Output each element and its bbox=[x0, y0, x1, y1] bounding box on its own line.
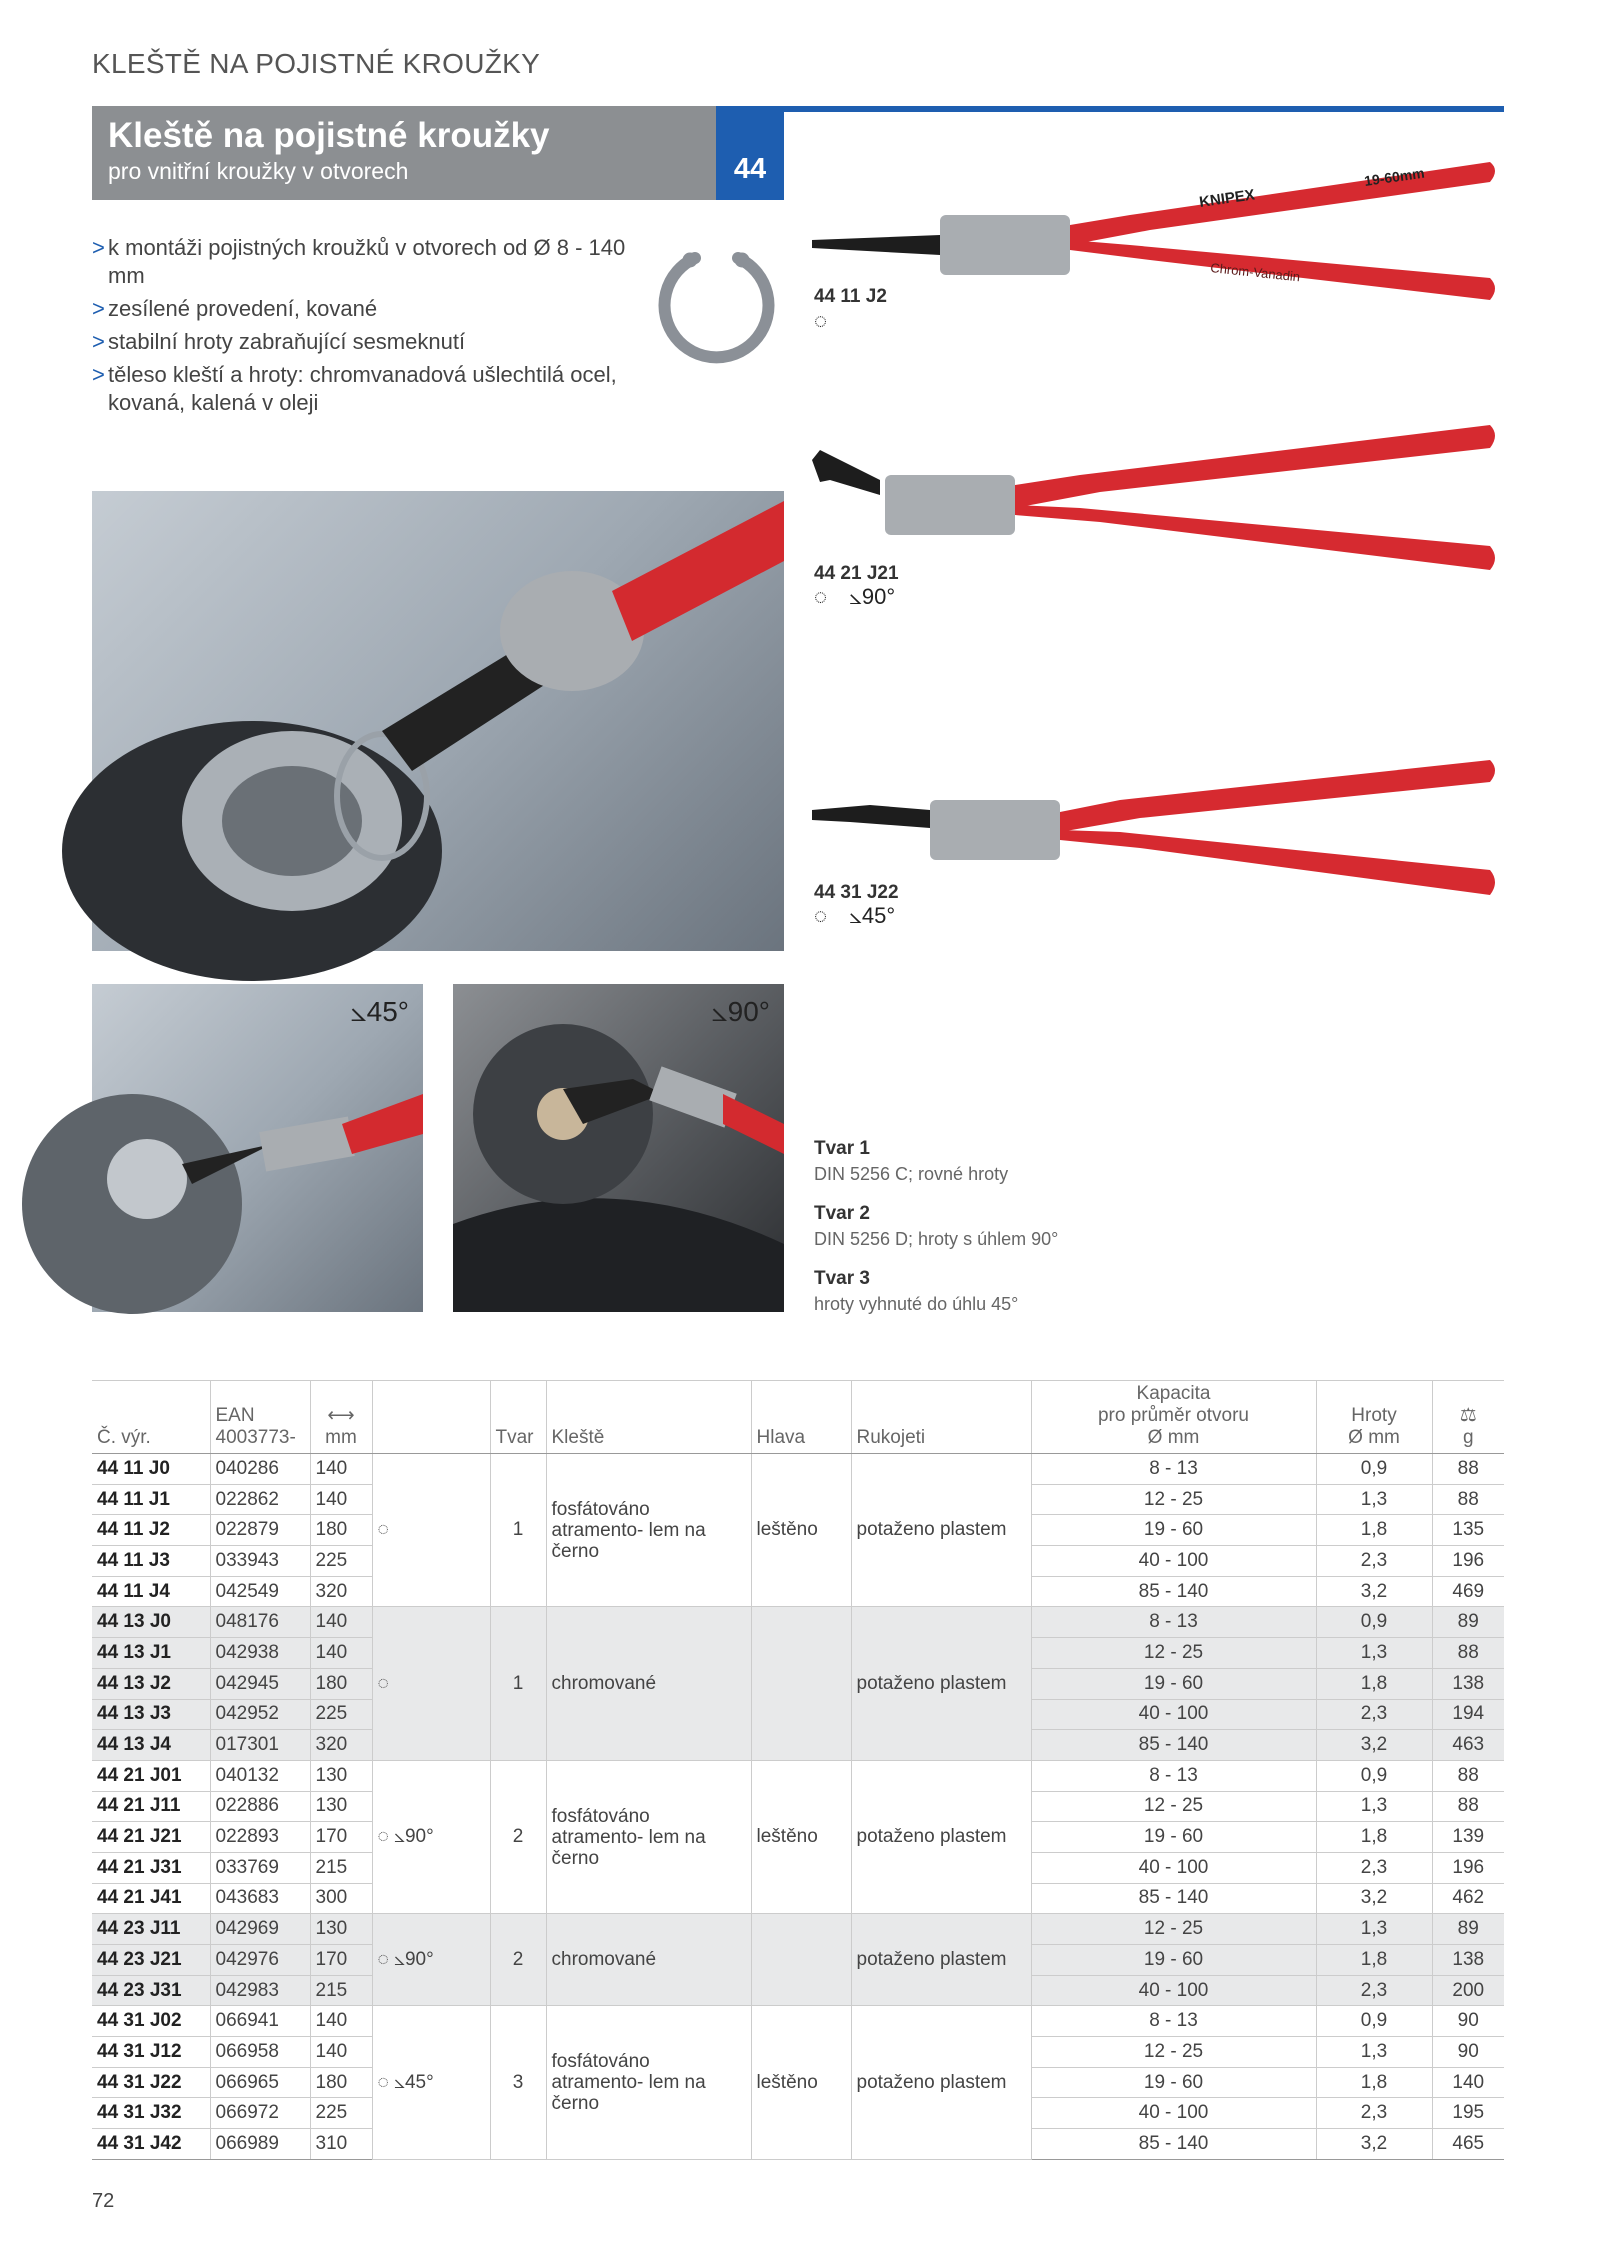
cell-weight: 469 bbox=[1432, 1576, 1504, 1607]
cell-head: leštěno bbox=[751, 1454, 851, 1607]
cell-capacity: 12 - 25 bbox=[1031, 2037, 1316, 2068]
cell-weight: 465 bbox=[1432, 2129, 1504, 2160]
cell-ean: 042976 bbox=[210, 1945, 310, 1976]
cell-weight: 88 bbox=[1432, 1454, 1504, 1485]
cell-ean: 017301 bbox=[210, 1730, 310, 1761]
cell-length: 225 bbox=[310, 1699, 372, 1730]
cell-weight: 200 bbox=[1432, 1975, 1504, 2006]
cell-tips: 2,3 bbox=[1316, 1546, 1432, 1577]
cell-capacity: 12 - 25 bbox=[1031, 1638, 1316, 1669]
cell-symbol: ◌ ⦣90° bbox=[372, 1914, 490, 2006]
cell-capacity: 40 - 100 bbox=[1031, 1546, 1316, 1577]
plier-caption: 44 21 J21 bbox=[814, 563, 899, 584]
cell-pliers-finish: fosfátováno atramento- lem na černo bbox=[546, 1454, 751, 1607]
cell-art-no: 44 11 J3 bbox=[92, 1546, 210, 1577]
cell-tips: 1,8 bbox=[1316, 2067, 1432, 2098]
cell-ean: 022862 bbox=[210, 1484, 310, 1515]
cell-art-no: 44 21 J41 bbox=[92, 1883, 210, 1914]
col-pliers: Kleště bbox=[546, 1381, 751, 1454]
cell-ean: 033769 bbox=[210, 1852, 310, 1883]
cell-capacity: 12 - 25 bbox=[1031, 1791, 1316, 1822]
feature-item: > těleso kleští a hroty: chromvanadová ušlechtilá ocel, kovaná, kalená v oleji bbox=[92, 361, 652, 417]
cell-length: 140 bbox=[310, 1638, 372, 1669]
feature-item: > stabilní hroty zabraňující sesmeknutí bbox=[92, 328, 652, 356]
scale-icon: ⚖ bbox=[1459, 1405, 1477, 1426]
cell-capacity: 85 - 140 bbox=[1031, 1576, 1316, 1607]
section-number: 44 bbox=[716, 106, 784, 200]
cell-art-no: 44 13 J3 bbox=[92, 1699, 210, 1730]
cell-length: 140 bbox=[310, 1454, 372, 1485]
cell-symbol: ◌ ⦣90° bbox=[372, 1760, 490, 1913]
cell-tips: 1,3 bbox=[1316, 1791, 1432, 1822]
cell-art-no: 44 11 J4 bbox=[92, 1576, 210, 1607]
cell-capacity: 40 - 100 bbox=[1031, 1975, 1316, 2006]
cell-pliers-finish: chromované bbox=[546, 1607, 751, 1760]
cell-ean: 042938 bbox=[210, 1638, 310, 1669]
photo-90-degree bbox=[453, 984, 784, 1312]
feature-item: > k montáži pojistných kroužků v otvorech od Ø 8 - 140 mm bbox=[92, 234, 652, 290]
cell-head: leštěno bbox=[751, 1760, 851, 1913]
cell-ean: 042983 bbox=[210, 1975, 310, 2006]
cell-length: 180 bbox=[310, 2067, 372, 2098]
cell-tips: 3,2 bbox=[1316, 1883, 1432, 1914]
cell-length: 140 bbox=[310, 1484, 372, 1515]
cell-art-no: 44 11 J2 bbox=[92, 1515, 210, 1546]
cell-art-no: 44 31 J32 bbox=[92, 2098, 210, 2129]
spec-table bbox=[92, 1380, 1504, 2160]
page-header: KLEŠTĚ NA POJISTNÉ KROUŽKY bbox=[92, 48, 541, 79]
cell-length: 310 bbox=[310, 2129, 372, 2160]
cell-form: 1 bbox=[490, 1607, 546, 1760]
cell-handles: potaženo plastem bbox=[851, 1607, 1031, 1760]
cell-ean: 066958 bbox=[210, 2037, 310, 2068]
col-ean: EAN 4003773- bbox=[210, 1381, 310, 1454]
cell-tips: 1,8 bbox=[1316, 1515, 1432, 1546]
cell-art-no: 44 21 J01 bbox=[92, 1760, 210, 1791]
cell-ean: 022879 bbox=[210, 1515, 310, 1546]
form-desc: DIN 5256 D; hroty s úhlem 90° bbox=[814, 1229, 1059, 1249]
cell-capacity: 85 - 140 bbox=[1031, 1730, 1316, 1761]
cell-form: 1 bbox=[490, 1454, 546, 1607]
cell-ean: 066965 bbox=[210, 2067, 310, 2098]
cell-art-no: 44 11 J0 bbox=[92, 1454, 210, 1485]
col-handles: Rukojeti bbox=[851, 1381, 1031, 1454]
ring-icon: ◌ bbox=[814, 903, 828, 928]
cell-symbol: ◌ bbox=[372, 1607, 490, 1760]
cell-art-no: 44 23 J11 bbox=[92, 1914, 210, 1945]
form-title: Tvar 3 bbox=[814, 1268, 870, 1289]
form-desc: DIN 5256 C; rovné hroty bbox=[814, 1164, 1009, 1184]
cell-tips: 0,9 bbox=[1316, 1454, 1432, 1485]
cell-art-no: 44 13 J4 bbox=[92, 1730, 210, 1761]
cell-tips: 0,9 bbox=[1316, 2006, 1432, 2037]
cell-length: 320 bbox=[310, 1576, 372, 1607]
cell-art-no: 44 31 J02 bbox=[92, 2006, 210, 2037]
cell-art-no: 44 21 J21 bbox=[92, 1822, 210, 1853]
cell-weight: 135 bbox=[1432, 1515, 1504, 1546]
plier-44-21-j21-image bbox=[810, 420, 1500, 580]
ring-symbol-icon bbox=[814, 903, 895, 929]
cell-tips: 3,2 bbox=[1316, 1576, 1432, 1607]
page-title: Kleště na pojistné kroužky bbox=[108, 116, 550, 155]
cell-capacity: 19 - 60 bbox=[1031, 1668, 1316, 1699]
col-art: Č. výr. bbox=[92, 1381, 210, 1454]
cell-ean: 042952 bbox=[210, 1699, 310, 1730]
cell-ean: 042945 bbox=[210, 1668, 310, 1699]
cell-weight: 90 bbox=[1432, 2037, 1504, 2068]
cell-tips: 1,3 bbox=[1316, 1484, 1432, 1515]
cell-art-no: 44 13 J2 bbox=[92, 1668, 210, 1699]
cell-form: 3 bbox=[490, 2006, 546, 2159]
cell-weight: 462 bbox=[1432, 1883, 1504, 1914]
cell-handles: potaženo plastem bbox=[851, 1760, 1031, 1913]
cell-art-no: 44 31 J42 bbox=[92, 2129, 210, 2160]
table-row bbox=[92, 1914, 1504, 1945]
cell-capacity: 85 - 140 bbox=[1031, 1883, 1316, 1914]
cell-length: 320 bbox=[310, 1730, 372, 1761]
cell-capacity: 8 - 13 bbox=[1031, 1454, 1316, 1485]
cell-art-no: 44 31 J22 bbox=[92, 2067, 210, 2098]
cell-capacity: 19 - 60 bbox=[1031, 1945, 1316, 1976]
cell-pliers-finish: fosfátováno atramento- lem na černo bbox=[546, 1760, 751, 1913]
length-arrow-icon: ⟷ bbox=[327, 1405, 355, 1426]
col-symbol bbox=[372, 1381, 490, 1454]
cell-pliers-finish: chromované bbox=[546, 1914, 751, 2006]
table-row bbox=[92, 2006, 1504, 2037]
col-weight: ⚖ g bbox=[1432, 1381, 1504, 1454]
angle-45-icon: ⦣45° bbox=[849, 903, 896, 928]
cell-ean: 066941 bbox=[210, 2006, 310, 2037]
cell-length: 170 bbox=[310, 1822, 372, 1853]
cell-art-no: 44 13 J1 bbox=[92, 1638, 210, 1669]
cell-weight: 139 bbox=[1432, 1822, 1504, 1853]
cell-weight: 195 bbox=[1432, 2098, 1504, 2129]
cell-tips: 1,8 bbox=[1316, 1822, 1432, 1853]
cell-length: 215 bbox=[310, 1975, 372, 2006]
col-form: Tvar bbox=[490, 1381, 546, 1454]
cell-weight: 89 bbox=[1432, 1914, 1504, 1945]
cell-form: 2 bbox=[490, 1914, 546, 2006]
cell-capacity: 40 - 100 bbox=[1031, 1852, 1316, 1883]
cell-length: 225 bbox=[310, 1546, 372, 1577]
cell-capacity: 40 - 100 bbox=[1031, 2098, 1316, 2129]
form-title: Tvar 2 bbox=[814, 1203, 870, 1224]
cell-length: 300 bbox=[310, 1883, 372, 1914]
cell-form: 2 bbox=[490, 1760, 546, 1913]
feature-list bbox=[92, 234, 652, 422]
cell-handles: potaženo plastem bbox=[851, 2006, 1031, 2159]
cell-art-no: 44 23 J21 bbox=[92, 1945, 210, 1976]
cell-tips: 1,8 bbox=[1316, 1668, 1432, 1699]
cell-capacity: 19 - 60 bbox=[1031, 1515, 1316, 1546]
form-desc: hroty vyhnuté do úhlu 45° bbox=[814, 1294, 1019, 1314]
angle-90-label: ⦣90° bbox=[711, 996, 770, 1027]
plier-caption: 44 31 J22 bbox=[814, 882, 899, 903]
cell-handles: potaženo plastem bbox=[851, 1454, 1031, 1607]
plier-44-31-j22-image bbox=[810, 740, 1500, 900]
cell-weight: 88 bbox=[1432, 1760, 1504, 1791]
angle-45-label: ⦣45° bbox=[350, 996, 409, 1027]
cell-tips: 0,9 bbox=[1316, 1760, 1432, 1791]
cell-ean: 043683 bbox=[210, 1883, 310, 1914]
form-legend bbox=[814, 1138, 1214, 1333]
cell-length: 130 bbox=[310, 1791, 372, 1822]
cell-tips: 2,3 bbox=[1316, 1975, 1432, 2006]
cell-weight: 88 bbox=[1432, 1791, 1504, 1822]
cell-length: 130 bbox=[310, 1914, 372, 1945]
cell-length: 140 bbox=[310, 1607, 372, 1638]
cell-ean: 033943 bbox=[210, 1546, 310, 1577]
cell-symbol: ◌ ⦣45° bbox=[372, 2006, 490, 2159]
cell-capacity: 8 - 13 bbox=[1031, 1760, 1316, 1791]
cell-ean: 022886 bbox=[210, 1791, 310, 1822]
cell-head bbox=[751, 1914, 851, 2006]
plier-caption: 44 11 J2 bbox=[814, 286, 887, 307]
title-block bbox=[92, 106, 716, 200]
cell-tips: 1,8 bbox=[1316, 1945, 1432, 1976]
plier-range-print: 19-60mm bbox=[1363, 164, 1426, 189]
cell-ean: 040132 bbox=[210, 1760, 310, 1791]
cell-capacity: 12 - 25 bbox=[1031, 1914, 1316, 1945]
cell-tips: 2,3 bbox=[1316, 1852, 1432, 1883]
cell-symbol: ◌ bbox=[372, 1454, 490, 1607]
cell-ean: 048176 bbox=[210, 1607, 310, 1638]
header-rule bbox=[784, 106, 1504, 112]
page-number: 72 bbox=[92, 2190, 115, 2212]
cell-weight: 463 bbox=[1432, 1730, 1504, 1761]
table-row bbox=[92, 1454, 1504, 1485]
cell-pliers-finish: fosfátováno atramento- lem na černo bbox=[546, 2006, 751, 2159]
cell-capacity: 40 - 100 bbox=[1031, 1699, 1316, 1730]
circlip-ring-icon bbox=[650, 240, 780, 370]
cell-length: 170 bbox=[310, 1945, 372, 1976]
cell-capacity: 19 - 60 bbox=[1031, 1822, 1316, 1853]
feature-item: > zesílené provedení, kované bbox=[92, 295, 652, 323]
cell-capacity: 8 - 13 bbox=[1031, 2006, 1316, 2037]
cell-length: 140 bbox=[310, 2006, 372, 2037]
cell-tips: 0,9 bbox=[1316, 1607, 1432, 1638]
cell-tips: 1,3 bbox=[1316, 1638, 1432, 1669]
cell-capacity: 19 - 60 bbox=[1031, 2067, 1316, 2098]
plier-brand-print: KNIPEX bbox=[1198, 186, 1256, 211]
cell-weight: 88 bbox=[1432, 1638, 1504, 1669]
cell-weight: 88 bbox=[1432, 1484, 1504, 1515]
table-row bbox=[92, 1760, 1504, 1791]
cell-art-no: 44 31 J12 bbox=[92, 2037, 210, 2068]
table-header-row bbox=[92, 1381, 1504, 1454]
cell-tips: 3,2 bbox=[1316, 2129, 1432, 2160]
cell-art-no: 44 23 J31 bbox=[92, 1975, 210, 2006]
form-title: Tvar 1 bbox=[814, 1138, 870, 1159]
cell-capacity: 12 - 25 bbox=[1031, 1484, 1316, 1515]
plier-material-print: Chrom-Vanadin bbox=[1209, 260, 1301, 285]
cell-length: 225 bbox=[310, 2098, 372, 2129]
photo-pliers-in-use bbox=[92, 491, 784, 951]
cell-handles: potaženo plastem bbox=[851, 1914, 1031, 2006]
cell-weight: 194 bbox=[1432, 1699, 1504, 1730]
ring-symbol-icon bbox=[814, 584, 895, 610]
ring-icon: ◌ bbox=[814, 584, 828, 609]
cell-art-no: 44 21 J11 bbox=[92, 1791, 210, 1822]
ring-symbol-icon: ◌ bbox=[814, 308, 828, 333]
cell-art-no: 44 11 J1 bbox=[92, 1484, 210, 1515]
col-capacity: Kapacita pro průměr otvoru Ø mm bbox=[1031, 1381, 1316, 1454]
cell-ean: 042969 bbox=[210, 1914, 310, 1945]
cell-weight: 138 bbox=[1432, 1945, 1504, 1976]
cell-ean: 040286 bbox=[210, 1454, 310, 1485]
photo-45-degree bbox=[92, 984, 423, 1312]
col-length: ⟷ mm bbox=[310, 1381, 372, 1454]
cell-head: leštěno bbox=[751, 2006, 851, 2159]
cell-tips: 1,3 bbox=[1316, 1914, 1432, 1945]
cell-length: 130 bbox=[310, 1760, 372, 1791]
cell-weight: 89 bbox=[1432, 1607, 1504, 1638]
cell-head bbox=[751, 1607, 851, 1760]
cell-capacity: 85 - 140 bbox=[1031, 2129, 1316, 2160]
cell-tips: 2,3 bbox=[1316, 2098, 1432, 2129]
cell-weight: 196 bbox=[1432, 1852, 1504, 1883]
spec-table-body bbox=[92, 1454, 1504, 2160]
cell-weight: 138 bbox=[1432, 1668, 1504, 1699]
cell-weight: 196 bbox=[1432, 1546, 1504, 1577]
cell-tips: 3,2 bbox=[1316, 1730, 1432, 1761]
cell-tips: 1,3 bbox=[1316, 2037, 1432, 2068]
cell-length: 180 bbox=[310, 1668, 372, 1699]
col-tips: Hroty Ø mm bbox=[1316, 1381, 1432, 1454]
cell-weight: 90 bbox=[1432, 2006, 1504, 2037]
cell-ean: 022893 bbox=[210, 1822, 310, 1853]
cell-weight: 140 bbox=[1432, 2067, 1504, 2098]
table-row bbox=[92, 1607, 1504, 1638]
cell-art-no: 44 13 J0 bbox=[92, 1607, 210, 1638]
plier-44-11-j2-image bbox=[810, 160, 1500, 285]
col-head: Hlava bbox=[751, 1381, 851, 1454]
cell-tips: 2,3 bbox=[1316, 1699, 1432, 1730]
cell-length: 215 bbox=[310, 1852, 372, 1883]
cell-capacity: 8 - 13 bbox=[1031, 1607, 1316, 1638]
page-subtitle: pro vnitřní kroužky v otvorech bbox=[108, 158, 409, 184]
cell-ean: 042549 bbox=[210, 1576, 310, 1607]
angle-90-icon: ⦣90° bbox=[849, 584, 896, 609]
cell-length: 140 bbox=[310, 2037, 372, 2068]
cell-ean: 066989 bbox=[210, 2129, 310, 2160]
cell-ean: 066972 bbox=[210, 2098, 310, 2129]
cell-length: 180 bbox=[310, 1515, 372, 1546]
cell-art-no: 44 21 J31 bbox=[92, 1852, 210, 1883]
